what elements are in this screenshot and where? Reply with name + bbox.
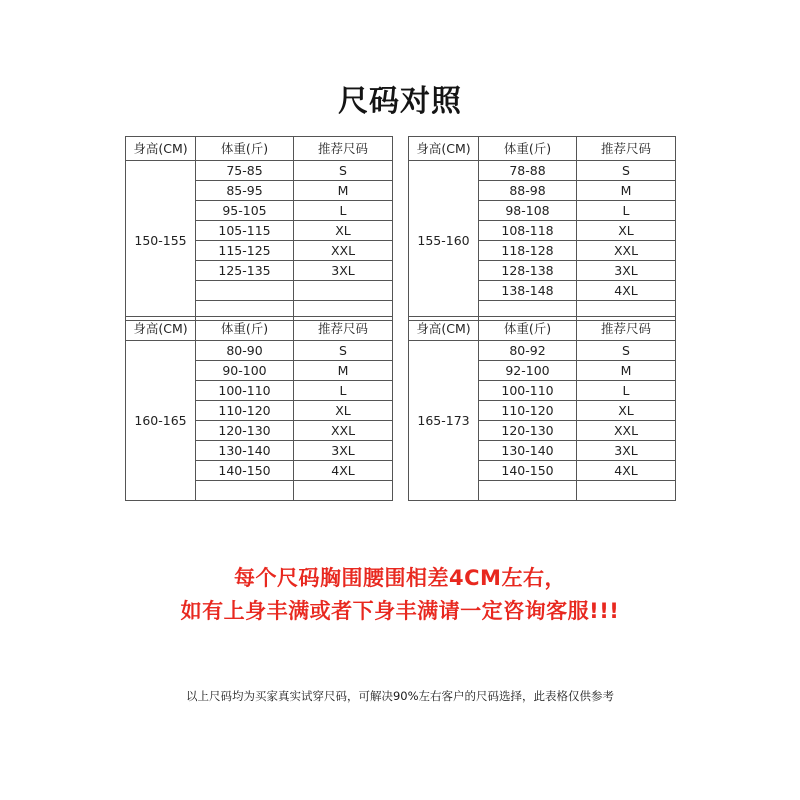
size-table-165-173 (408, 316, 676, 501)
weight-cell: 88-98 (479, 181, 577, 201)
weight-cell: 130-140 (479, 441, 577, 461)
size-table-150-155 (125, 136, 393, 321)
header-height: 身高(CM) (409, 317, 479, 341)
size-cell: S (294, 341, 393, 361)
size-cell: 3XL (294, 261, 393, 281)
size-cell: L (577, 201, 676, 221)
size-cell: 4XL (577, 281, 676, 301)
size-cell: 3XL (294, 441, 393, 461)
weight-cell: 120-130 (479, 421, 577, 441)
size-cell: M (577, 181, 676, 201)
size-cell: L (294, 381, 393, 401)
header-weight: 体重(斤) (196, 317, 294, 341)
header-size: 推荐尺码 (294, 317, 393, 341)
weight-cell: 75-85 (196, 161, 294, 181)
weight-cell: 105-115 (196, 221, 294, 241)
weight-cell: 80-90 (196, 341, 294, 361)
header-height: 身高(CM) (126, 137, 196, 161)
weight-cell: 92-100 (479, 361, 577, 381)
weight-cell: 108-118 (479, 221, 577, 241)
header-weight: 体重(斤) (479, 317, 577, 341)
size-cell: XL (294, 221, 393, 241)
size-cell: M (577, 361, 676, 381)
size-cell: XXL (294, 421, 393, 441)
size-cell: XXL (294, 241, 393, 261)
weight-cell: 125-135 (196, 261, 294, 281)
table-header-row (409, 317, 676, 341)
size-cell: XL (577, 221, 676, 241)
size-cell: S (577, 341, 676, 361)
height-range-cell: 155-160 (409, 161, 479, 321)
size-cell: XXL (577, 421, 676, 441)
header-size: 推荐尺码 (294, 137, 393, 161)
weight-cell: 120-130 (196, 421, 294, 441)
size-cell: S (577, 161, 676, 181)
size-cell: XXL (577, 241, 676, 261)
weight-cell: 95-105 (196, 201, 294, 221)
table-row (126, 161, 393, 181)
size-cell: 3XL (577, 261, 676, 281)
size-cell: M (294, 181, 393, 201)
notice-line-1: 每个尺码胸围腰围相差4CM左右， (234, 566, 566, 590)
weight-cell: 78-88 (479, 161, 577, 181)
size-cell (294, 281, 393, 301)
weight-cell (196, 281, 294, 301)
table-header-row (126, 317, 393, 341)
weight-cell: 100-110 (196, 381, 294, 401)
height-range-cell: 150-155 (126, 161, 196, 321)
size-cell: 3XL (577, 441, 676, 461)
notice-line-2: 如有上身丰满或者下身丰满请一定咨询客服!!! (180, 599, 620, 623)
header-size: 推荐尺码 (577, 137, 676, 161)
size-cell: S (294, 161, 393, 181)
header-size: 推荐尺码 (577, 317, 676, 341)
size-cell: L (294, 201, 393, 221)
size-cell: 4XL (577, 461, 676, 481)
weight-cell: 118-128 (479, 241, 577, 261)
size-table-155-160 (408, 136, 676, 321)
weight-cell: 128-138 (479, 261, 577, 281)
weight-cell: 110-120 (479, 401, 577, 421)
size-cell: XL (577, 401, 676, 421)
size-cell (294, 481, 393, 501)
size-cell: L (577, 381, 676, 401)
header-height: 身高(CM) (126, 317, 196, 341)
header-weight: 体重(斤) (479, 137, 577, 161)
table-header-row (126, 137, 393, 161)
table-row (126, 341, 393, 361)
footnote: 以上尺码均为买家真实试穿尺码，可解决90%左右客户的尺码选择，此表格仅供参考 (185, 689, 615, 703)
weight-cell: 98-108 (479, 201, 577, 221)
size-cell: XL (294, 401, 393, 421)
weight-cell: 90-100 (196, 361, 294, 381)
weight-cell: 85-95 (196, 181, 294, 201)
table-header-row (409, 137, 676, 161)
weight-cell: 140-150 (196, 461, 294, 481)
header-height: 身高(CM) (409, 137, 479, 161)
weight-cell (479, 481, 577, 501)
size-cell: M (294, 361, 393, 381)
height-range-cell: 165-173 (409, 341, 479, 501)
size-cell: 4XL (294, 461, 393, 481)
weight-cell (196, 481, 294, 501)
size-table-160-165 (125, 316, 393, 501)
header-weight: 体重(斤) (196, 137, 294, 161)
size-cell (577, 481, 676, 501)
page-title: 尺码对照 (338, 84, 462, 119)
weight-cell: 115-125 (196, 241, 294, 261)
weight-cell: 80-92 (479, 341, 577, 361)
weight-cell: 138-148 (479, 281, 577, 301)
table-row (409, 341, 676, 361)
weight-cell: 110-120 (196, 401, 294, 421)
weight-cell: 100-110 (479, 381, 577, 401)
weight-cell: 140-150 (479, 461, 577, 481)
height-range-cell: 160-165 (126, 341, 196, 501)
table-row (409, 161, 676, 181)
weight-cell: 130-140 (196, 441, 294, 461)
